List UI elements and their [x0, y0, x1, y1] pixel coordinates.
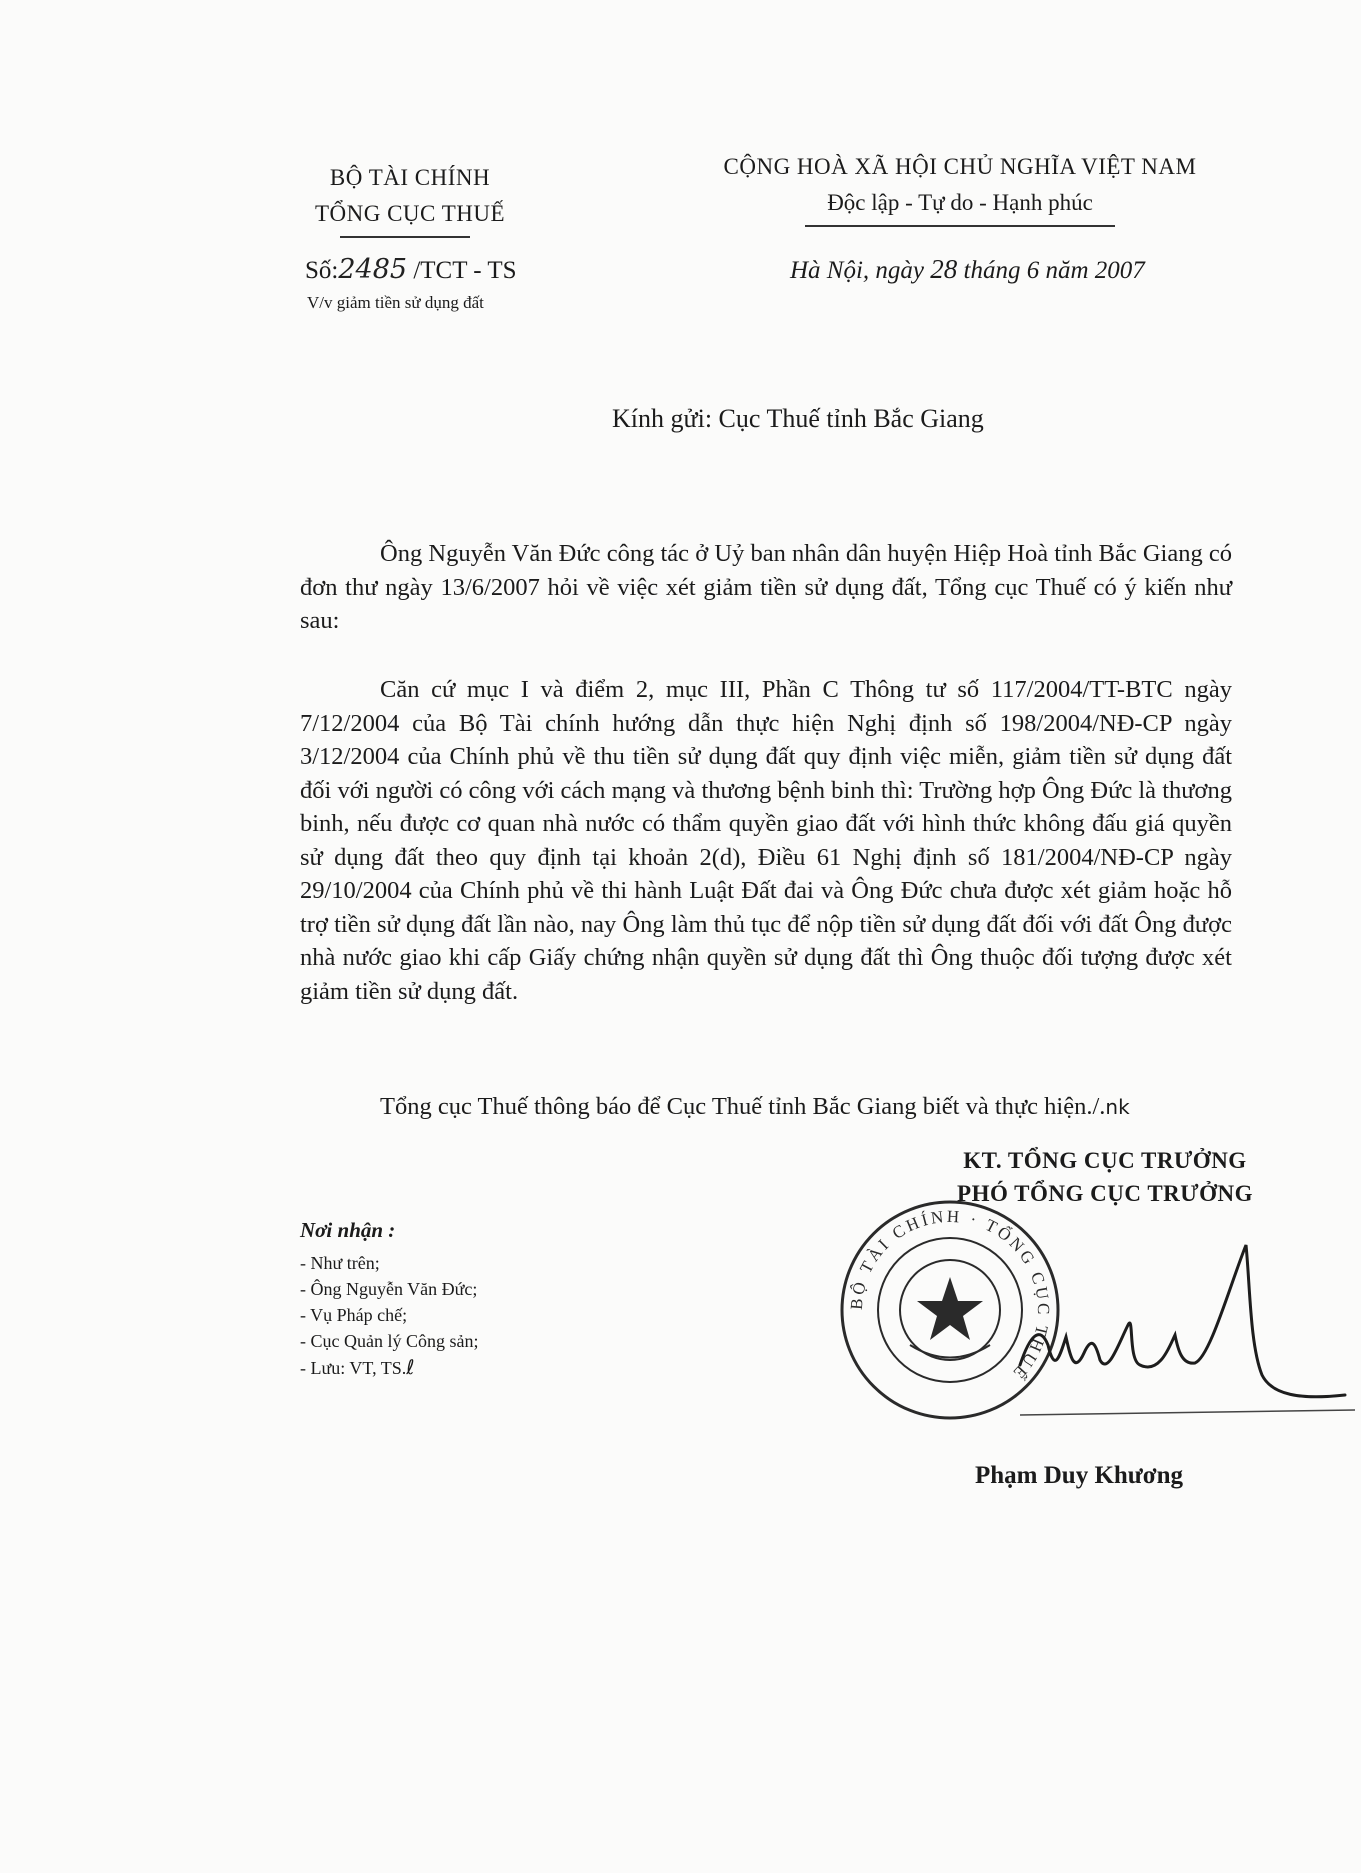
place-and-date: [790, 254, 1145, 285]
closing-sentence: Tổng cục Thuế thông báo để Cục Thuế tỉnh Bắc Giang biết và thực hiện./.: [380, 1093, 1106, 1120]
distribution-item: [300, 1354, 478, 1381]
recipient-line: Kính gửi: Cục Thuế tỉnh Bắc Giang: [612, 404, 984, 433]
ministry-name: BỘ TÀI CHÍNH: [329, 165, 491, 190]
national-motto: Độc lập - Tự do - Hạnh phúc: [827, 190, 1093, 215]
signatory-name: Phạm Duy Khương: [975, 1462, 1184, 1489]
distribution-item: - Vụ Pháp chế;: [300, 1305, 408, 1325]
signatory-title-2: PHÓ TỔNG CỤC TRƯỞNG: [957, 1181, 1253, 1206]
date-day-handwritten: 28: [930, 254, 958, 284]
distribution-heading: Nơi nhận :: [300, 1218, 396, 1242]
distribution-item: - Như trên;: [300, 1253, 380, 1273]
number-prefix: Số:: [305, 257, 339, 284]
handwritten-initials: nk: [1105, 1095, 1130, 1119]
document-subject: V/v giảm tiền sử dụng đất: [307, 293, 484, 312]
body-paragraph-1: Ông Nguyễn Văn Đức công tác ở Uỷ ban nhân dân huyện Hiệp Hoà tỉnh Bắc Giang có đơn thư ngày 13/6/2007 hỏi về việc xét giảm tiền sử dụng đất, Tổng cục Thuế có ý kiến như sau:: [300, 540, 1232, 634]
agency-divider: [340, 236, 470, 238]
signatory-title-1: KT. TỔNG CỤC TRƯỞNG: [963, 1148, 1247, 1173]
national-title: CỘNG HOÀ XÃ HỘI CHỦ NGHĨA VIỆT NAM: [723, 154, 1197, 179]
distribution-item: - Ông Nguyễn Văn Đức;: [300, 1279, 478, 1299]
date-prefix: Hà Nội, ngày: [790, 257, 931, 284]
body-paragraph-2: Căn cứ mục I và điểm 2, mục III, Phần C Thông tư số 117/2004/TT-BTC ngày 7/12/2004 của Bộ Tài chính hướng dẫn thực hiện Nghị định số 198/2004/NĐ-CP ngày 3/12/2004 của Chính phủ về thu tiền sử dụng đất quy định việc miễn, giảm tiền sử dụng đất đối với người có công với cách mạng và thương bệnh binh thì: Trường hợp Ông Đức là thương binh, nếu được cơ quan nhà nước có thẩm quyền giao đất với hình thức không đấu giá quyền sử dụng đất theo quy định tại khoản 2(d), Điều 61 Nghị định số 181/2004/NĐ-CP ngày 29/10/2004 của Chính phủ về thi hành Luật Đất đai và Ông Đức chưa được xét giảm hoặc hỗ trợ tiền sử dụng đất lần nào, nay Ông làm thủ tục để nộp tiền sử dụng đất đối với đất Ông được nhà nước giao khi cấp Giấy chứng nhận quyền sử dụng đất thì Ông thuộc đối tượng được xét giảm tiền sử dụng đất.: [300, 676, 1232, 1005]
department-name: TỔNG CỤC THUẾ: [314, 201, 506, 226]
document-number: [305, 254, 517, 285]
seal-text: BỘ TÀI CHÍNH · TỔNG CỤC THUẾ: [846, 1206, 1054, 1385]
body-paragraph-3: [300, 1090, 1280, 1125]
date-rest: tháng 6 năm 2007: [957, 257, 1145, 284]
issuing-agency: [260, 160, 560, 232]
archive-initial-mark: ℓ: [406, 1355, 415, 1379]
handwritten-signature: [1000, 1225, 1360, 1425]
distribution-list: [300, 1250, 478, 1381]
distribution-item: - Cục Quản lý Công sản;: [300, 1331, 479, 1351]
number-handwritten: 2485: [338, 254, 408, 285]
archive-text: - Lưu: VT, TS.: [300, 1358, 407, 1378]
number-suffix: /TCT - TS: [407, 257, 517, 284]
motto-divider: [805, 225, 1115, 227]
